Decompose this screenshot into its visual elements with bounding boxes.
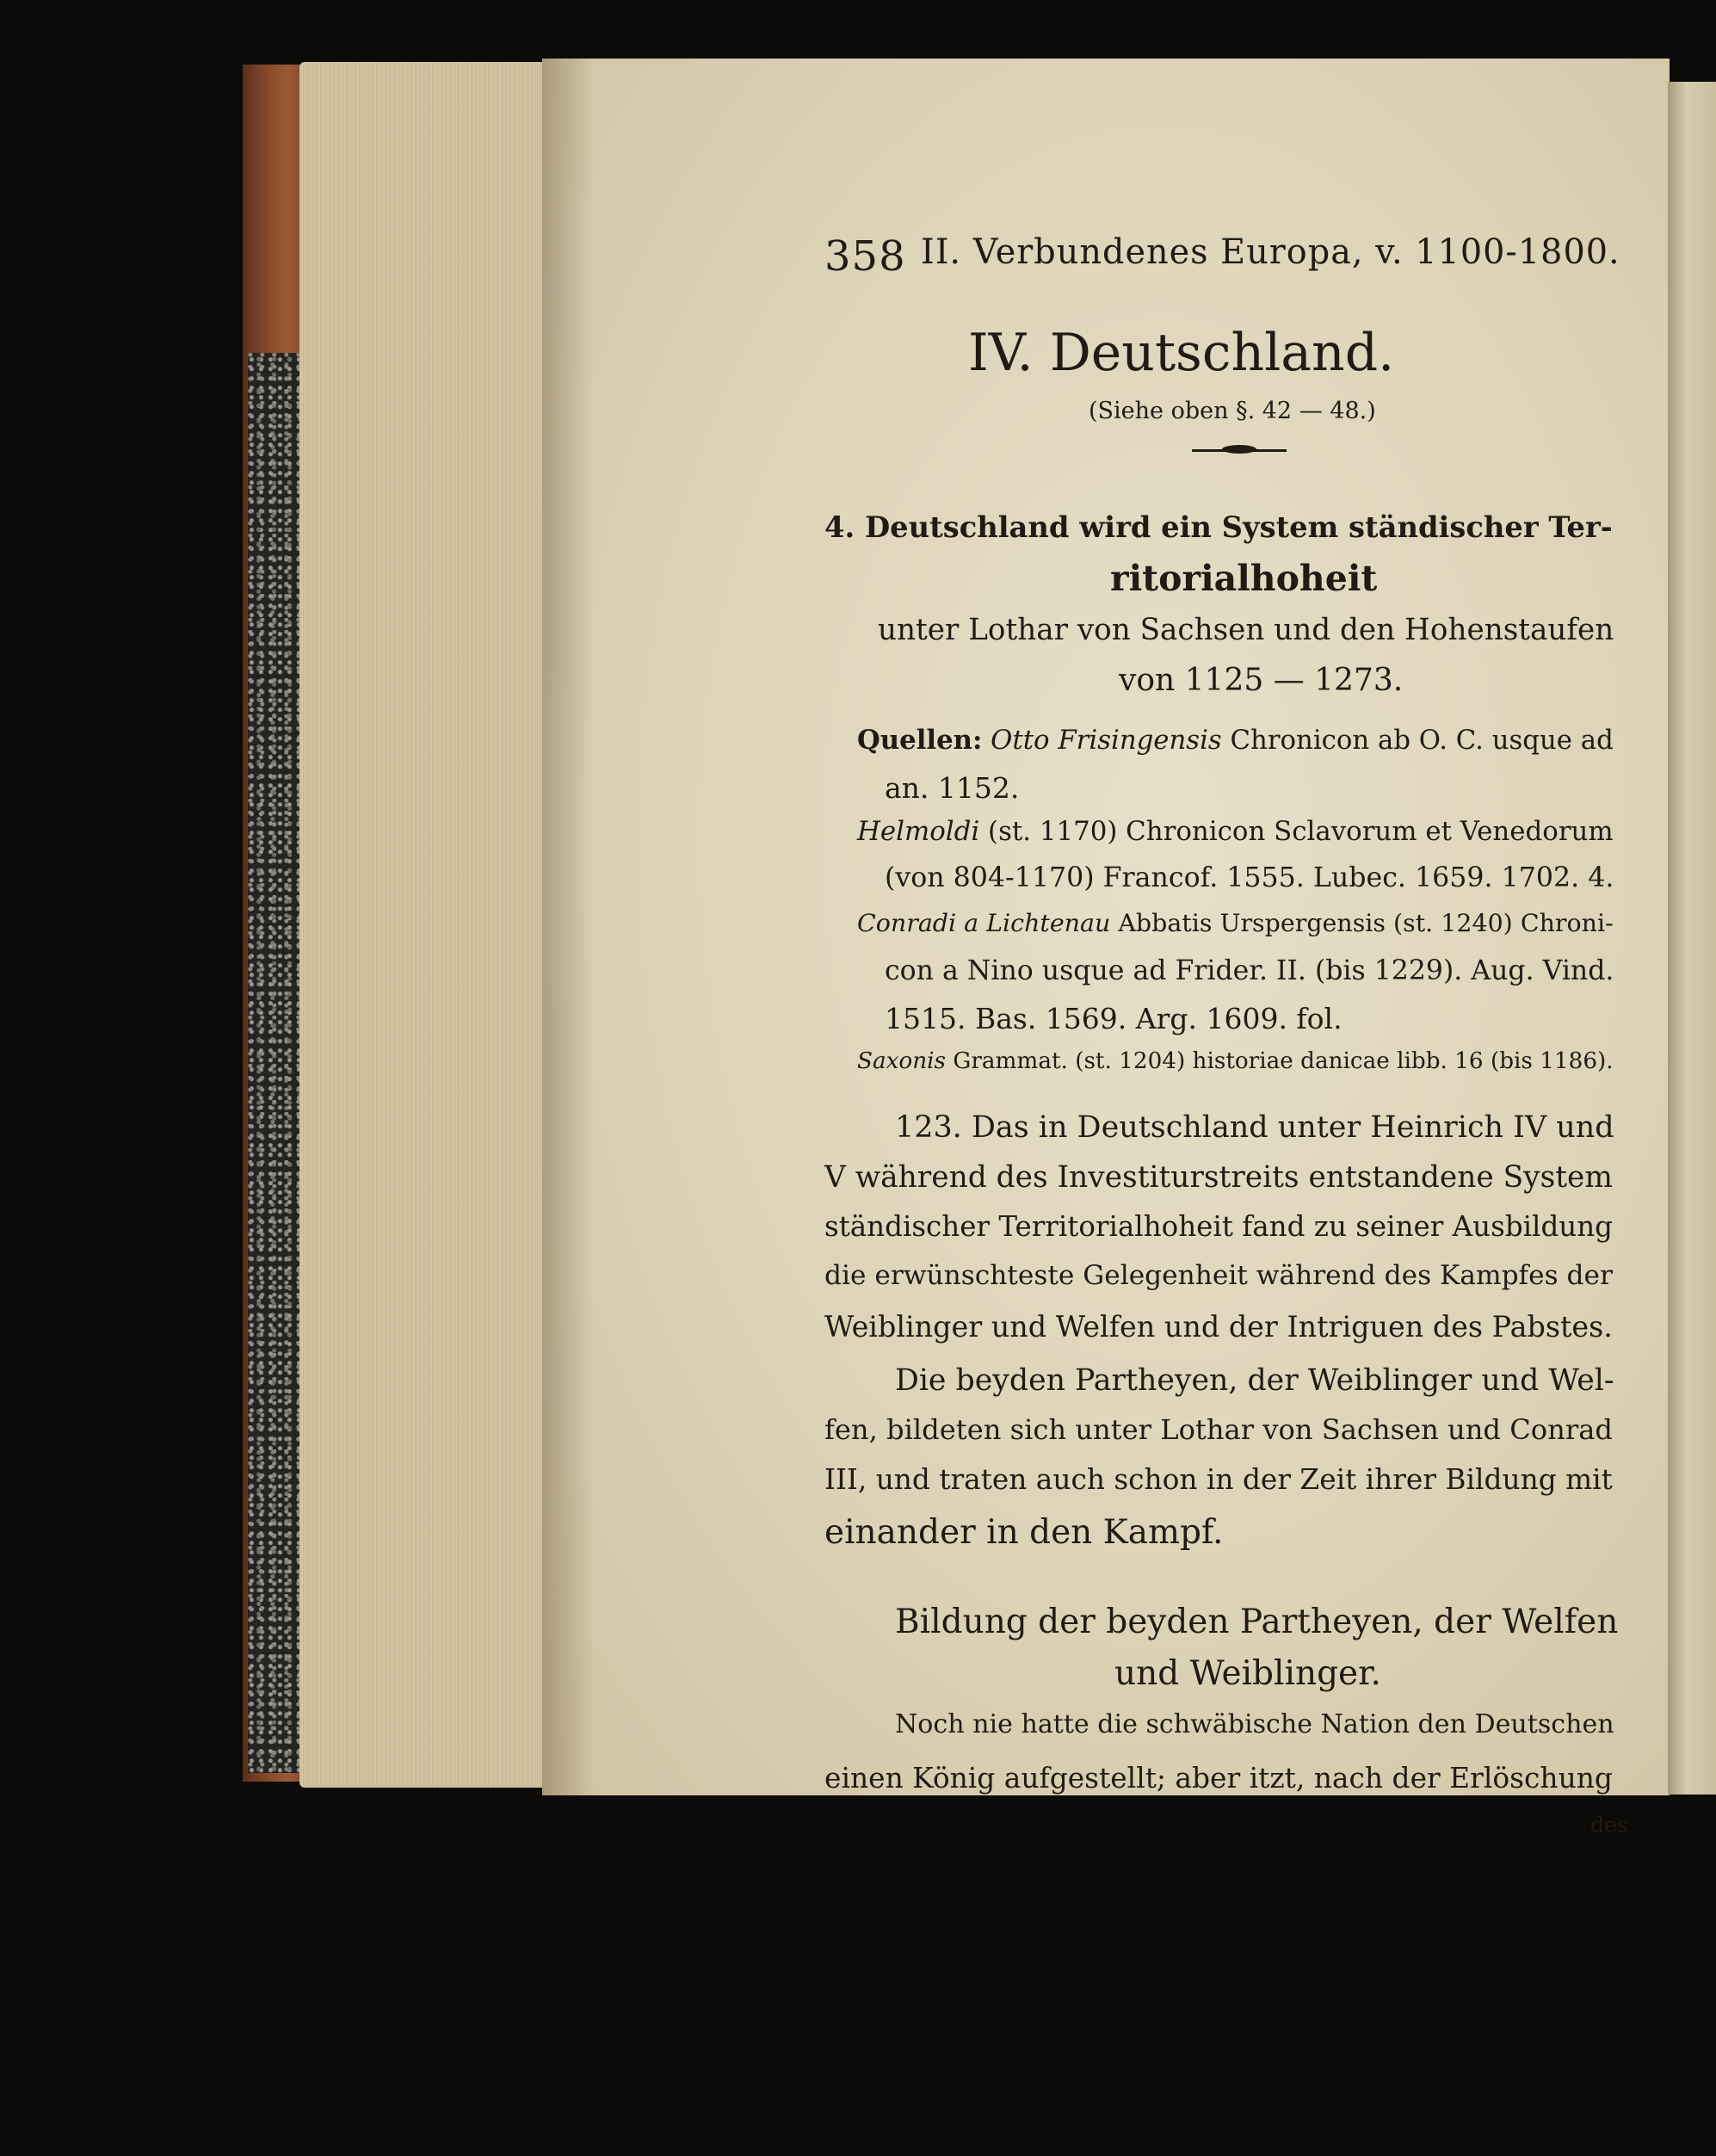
source-text: (st. 1170) Chronicon Sclavorum et Venedorum xyxy=(988,816,1614,847)
paragraph-2-line-4: einander in den Kampf. xyxy=(824,1513,1224,1552)
section-heading-line3: unter Lothar von Sachsen und den Hohenstaufen xyxy=(878,613,1614,647)
facing-page-edge xyxy=(1668,82,1716,1795)
chapter-title: IV. Deutschland. xyxy=(968,323,1395,383)
sources-entry-3-cont2: 1515. Bas. 1569. Arg. 1609. fol. xyxy=(885,1002,1343,1035)
paragraph-1-line-1: 123. Das in Deutschland unter Heinrich IV und xyxy=(895,1110,1614,1145)
subheading-line-2: und Weiblinger. xyxy=(1114,1654,1381,1693)
source-text: Abbatis Urspergensis (st. 1240) Chroni- xyxy=(1118,909,1614,937)
source-text: Chronicon ab O. C. usque ad xyxy=(1230,725,1614,756)
sources-entry-1 xyxy=(857,725,1614,756)
source-author: Helmoldi xyxy=(857,816,980,847)
paragraph-1-line-3: ständischer Territorialhoheit fand zu seiner Ausbildung xyxy=(824,1210,1614,1243)
sources-entry-2 xyxy=(857,816,1614,847)
page-block-edges xyxy=(299,62,549,1788)
paragraph-1-line-4: die erwünschteste Gelegenheit während des Kampfes der xyxy=(824,1260,1613,1291)
sources-entry-1-cont: an. 1152. xyxy=(885,771,1020,805)
section-heading-line2: ritorialhoheit xyxy=(1110,558,1378,599)
paragraph-1-line-2: V während des Investiturstreits entstandene System xyxy=(824,1160,1613,1195)
section-heading-line4: von 1125 — 1273. xyxy=(1119,663,1404,698)
chapter-reference: (Siehe oben §. 42 — 48.) xyxy=(1089,398,1376,424)
source-author: Conradi a Lichtenau xyxy=(857,909,1111,937)
source-author: Otto Frisingensis xyxy=(991,725,1222,756)
running-title: II. Verbundenes Europa, v. 1100-1800. xyxy=(921,232,1620,272)
paragraph-2-line-2: fen, bildeten sich unter Lothar von Sachsen und Conrad xyxy=(824,1413,1613,1446)
ornament-rule-center xyxy=(1222,445,1256,454)
paragraph-1-line-5: Weiblinger und Welfen und der Intriguen des Pabstes. xyxy=(824,1310,1613,1344)
source-text: Grammat. (st. 1204) historiae danicae libb. 16 (bis 1186). xyxy=(953,1048,1614,1074)
catchword: des xyxy=(1590,1813,1629,1838)
sources-label: Quellen: xyxy=(857,725,983,756)
sources-entry-3-cont: con a Nino usque ad Frider. II. (bis 1229). Aug. Vind. xyxy=(885,955,1614,986)
page-number: 358 xyxy=(824,232,906,281)
gutter-shadow xyxy=(542,59,594,1795)
paragraph-2-line-1: Die beyden Partheyen, der Weiblinger und Wel- xyxy=(895,1363,1614,1398)
paragraph-3-line-2: einen König aufgestellt; aber itzt, nach der Erlöschung xyxy=(824,1761,1613,1795)
sources-entry-2-cont: (von 804-1170) Francof. 1555. Lubec. 1659. 1702. 4. xyxy=(885,862,1614,893)
paragraph-3-line-1: Noch nie hatte die schwäbische Nation den Deutschen xyxy=(895,1709,1614,1739)
sources-entry-3 xyxy=(857,909,1614,937)
sources-entry-4 xyxy=(857,1048,1614,1074)
source-author: Saxonis xyxy=(857,1048,947,1074)
subheading-line-1: Bildung der beyden Partheyen, der Welfen xyxy=(895,1603,1619,1641)
section-heading-line1: 4. Deutschland wird ein System ständischer Ter- xyxy=(824,510,1613,544)
paragraph-2-line-3: III, und traten auch schon in der Zeit ihrer Bildung mit xyxy=(824,1463,1613,1496)
